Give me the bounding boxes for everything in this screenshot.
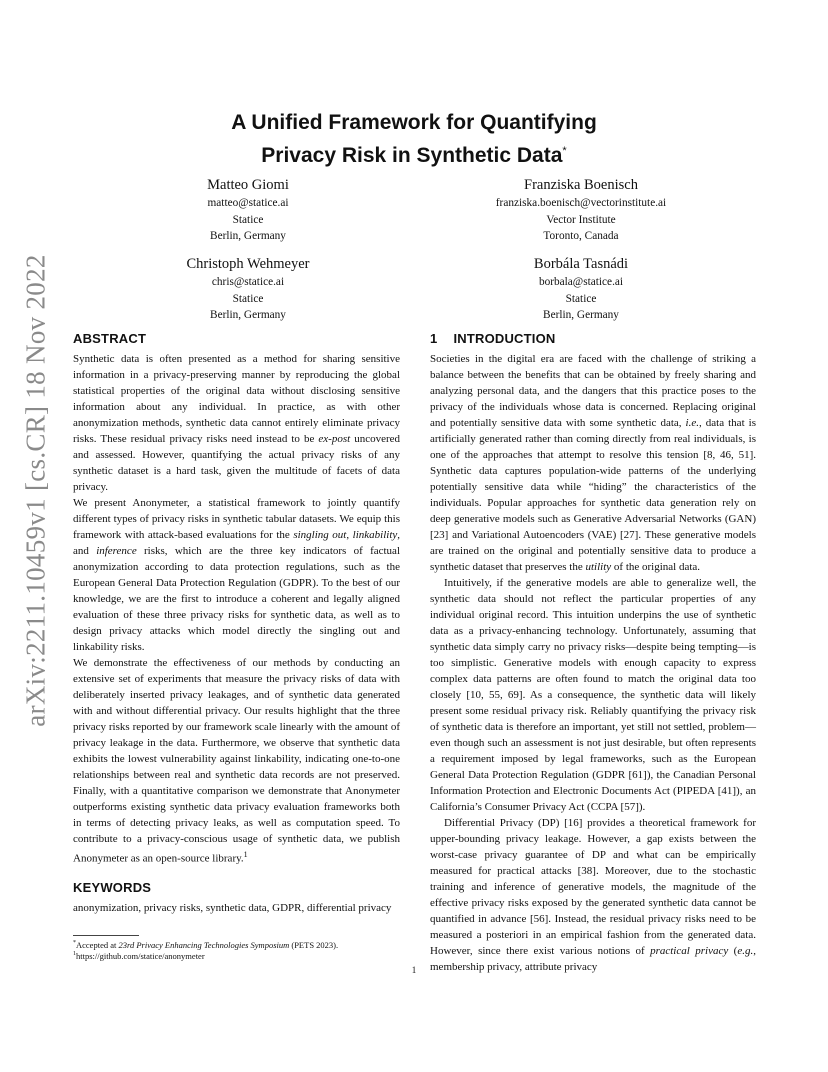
author-name: Matteo Giomi xyxy=(207,177,289,193)
author-name: Franziska Boenisch xyxy=(524,177,638,193)
intro-paragraph-3: Differential Privacy (DP) [16] provides a theoretical framework for upper-bounding privacy leakage. However, a gap exists between the worst-case privacy guarantee of DP and what can be empirically measured for practical attacks [38]. Moreover, due to the stochastic training and inference of generative models, the magnitude of the effective privacy risks exposed by the generated synthetic data cannot be quantified in advance [56]. Instead, the residual privacy risks need to be measured a posteriori in an empirical fashion from the generated data. However, since there exist various notions of practical privacy (e.g., membership privacy, attribute privacy xyxy=(430,817,756,973)
author-location: Berlin, Germany xyxy=(210,230,286,243)
keywords-text: anonymization, privacy risks, synthetic data, GDPR, differential privacy xyxy=(73,901,392,914)
right-column xyxy=(430,331,756,975)
author-block-1 xyxy=(98,176,398,245)
abstract-heading: ABSTRACT xyxy=(73,331,147,346)
author-name: Christoph Wehmeyer xyxy=(186,256,310,272)
footnote-link[interactable]: https://github.com/statice/anonymeter xyxy=(76,950,205,961)
title-line-2: Privacy Risk in Synthetic Data* xyxy=(261,144,567,167)
author-block-4 xyxy=(431,255,731,324)
page-number: 1 xyxy=(411,965,417,975)
author-email[interactable]: borbala@statice.ai xyxy=(538,276,624,288)
paper-title xyxy=(0,108,828,170)
abstract-paragraph-1: Synthetic data is often presented as a method for sharing sensitive information in a privacy-preserving manner by reproducing the global statistical properties of the original data without disclosing sensitive information about any individual. In practice, as with other anonymization methods, synthetic data cannot entirely eliminate privacy risks. These residual privacy risks need instead to be ex-post uncovered and assessed. However, quantifying the actual privacy risks of any synthetic dataset is a hard task, given the multitude of facets of data privacy. xyxy=(73,353,401,493)
author-name: Borbála Tasnádi xyxy=(533,256,629,272)
author-email[interactable]: matteo@statice.ai xyxy=(207,197,289,209)
title-footnote-mark: * xyxy=(562,145,567,157)
footnote-ref: 1 xyxy=(243,850,248,859)
author-org: Statice xyxy=(232,292,264,305)
title-line-1: A Unified Framework for Quantifying xyxy=(231,111,597,134)
keywords-heading: KEYWORDS xyxy=(73,879,152,895)
author-email[interactable]: chris@statice.ai xyxy=(211,276,285,288)
author-location: Berlin, Germany xyxy=(210,309,286,322)
footnote-1: *Accepted at 23rd Privacy Enhancing Technologies Symposium (PETS 2023). xyxy=(73,939,339,950)
author-email[interactable]: franziska.boenisch@vectorinstitute.ai xyxy=(495,197,667,209)
author-org: Statice xyxy=(565,292,597,305)
abstract-paragraph-3: We demonstrate the effectiveness of our methods by conducting an extensive set of experiments that measure the privacy risks of data with deliberately inserted privacy leakages, and of synthetic data generated with and without differential privacy. Our results highlight that the three privacy risks reported by our framework scale linearly with the amount of privacy leakage in the data. Furthermore, we observe that synthetic data exhibits the lowest vulnerability against linkability, indicating one-to-one relationships between real and synthetic data records are not preserved. Finally, with a quantitative comparison we demonstrate that Anonymeter outperforms existing synthetic data privacy evaluation frameworks both in terms of detecting privacy leaks, as well as computation speed. To contribute to a privacy-conscious usage of synthetic data, we publish Anonymeter as an open-source library.$^1$ xyxy=(73,657,400,865)
author-org: Vector Institute xyxy=(546,213,616,226)
intro-paragraph-1: Societies in the digital era are faced with the challenge of striking a balance between the benefits that can be obtained by freely sharing and analyzing personal data, and the dangers that this practice poses to the privacy of the individuals whose data is concerned. Replacing original and potentially sensitive data with some synthetic data, i.e., data that is artificially generated rather than coming directly from real individuals, is one of the approaches that attempt to resolve this tension [8, 46, 51]. Synthetic data captures population-wide patterns of the underlying potentially sensitive data while “hiding” the characteristics of the individuals. Popular approaches for synthetic data generation rely on deep generative models such as Generative Adversarial Networks (GAN) [23] and Variational Autoencoders (VAE) [27]. These generative models are trained on the original and potentially sensitive data to produce a synthetic dataset that preserves the utility of the original data. xyxy=(430,353,756,573)
author-location: Toronto, Canada xyxy=(543,230,619,243)
intro-paragraph-2: Intuitively, if the generative models are able to generalize well, the synthetic data should not reflect the particular properties of any individual original record. This intuition underpins the use of synthetic data as a privacy-enhancing technology. Unfortunately, assuming that synthetic data simply carry no privacy risks—despite being tempting—is too simplistic. Generative models with enough capacity to express complex data patterns are often found to match the original data too closely [10, 55, 69]. As a consequence, the synthetic data will likely present some residual privacy risk. Reliably quantifying the privacy risk of synthetic data is therefore an important, yet still not settled, problem—even though such an assessment is not just desirable, but often represents a requirement imposed by legal frameworks, such as the European General Data Protection Regulation (GDPR [61]), the Canadian Personal Information Protection and Electronic Documents Act (PIPEDA [41]), an California’s Consumer Privacy Act (CCPA [57]). xyxy=(430,577,756,813)
author-location: Berlin, Germany xyxy=(543,309,619,322)
introduction-heading: 1 INTRODUCTION xyxy=(430,331,556,346)
author-block-3 xyxy=(98,255,398,324)
author-block-2 xyxy=(431,176,731,245)
author-org: Statice xyxy=(232,213,264,226)
left-column xyxy=(73,331,400,916)
footnote-2: $^1$https://github.com/statice/anonymeter xyxy=(73,950,205,961)
abstract-paragraph-2: We present Anonymeter, a statistical framework to jointly quantify different types of privacy risks in synthetic tabular datasets. We equip this framework with attack-based evaluations for the singling out, linkability, and inference risks, which are the three key indicators of factual anonymization according to data protection regulations, such as the European General Data Protection Regulation (GDPR). To the best of our knowledge, we are the first to introduce a coherent and legally aligned evaluation of these three privacy risks for synthetic data, as well as to design privacy attacks which model directly the singling out and linkability risks. xyxy=(73,497,401,653)
footnote-rule xyxy=(73,935,139,936)
arxiv-side-label: arXiv:2211.10459v1 [cs.CR] 18 Nov 2022 xyxy=(20,253,51,727)
